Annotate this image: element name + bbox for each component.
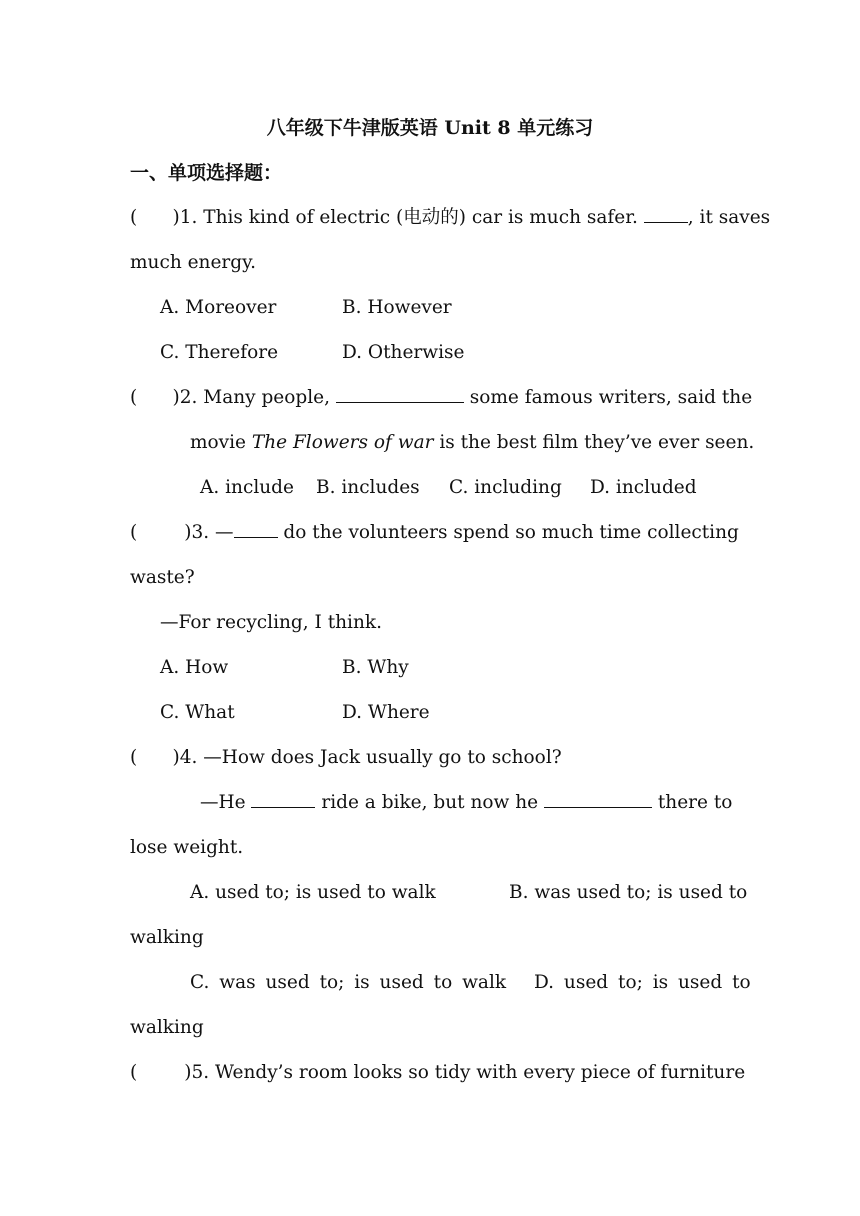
- question-1-option-b: B. However: [342, 297, 452, 318]
- answer-blank: [251, 791, 315, 808]
- question-5-line-1: ( )5. Wendy’s room looks so tidy with every piece of furniture: [130, 1062, 746, 1083]
- question-2-option-c: C. including: [449, 477, 562, 498]
- question-1-option-d: D. Otherwise: [342, 342, 465, 363]
- movie-title: The Flowers of war: [251, 432, 434, 453]
- answer-parenthesis: ( ): [130, 207, 180, 228]
- question-2-line-2: movie The Flowers of war is the best film they’ve ever seen.: [190, 432, 755, 453]
- answer-parenthesis: ( ): [130, 1062, 192, 1083]
- section-heading: 一、单项选择题：: [130, 162, 283, 184]
- question-4-option-a: A. used to; is used to walk: [190, 882, 436, 903]
- answer-blank: [644, 206, 688, 223]
- answer-blank: [544, 791, 652, 808]
- question-1-option-c: C. Therefore: [160, 342, 279, 363]
- question-2-option-b: B. includes: [316, 477, 420, 498]
- question-1-line-2: much energy.: [130, 252, 256, 273]
- question-1-line-1: ( )1. This kind of electric (电动的) car is much safer. , it saves: [130, 207, 771, 228]
- question-2-option-d: D. included: [590, 477, 697, 498]
- question-3-option-a: A. How: [160, 657, 229, 678]
- answer-blank: [234, 521, 278, 538]
- answer-parenthesis: ( ): [130, 522, 192, 543]
- page-title: 八年级下牛津版英语 Unit 8 单元练习: [266, 117, 594, 139]
- question-3-answer: —For recycling, I think.: [160, 612, 382, 633]
- question-4-line-1: ( )4. —How does Jack usually go to school?: [130, 747, 562, 768]
- question-4-line-3: lose weight.: [130, 837, 244, 858]
- question-4-option-d-cont: walking: [130, 1017, 204, 1038]
- question-2-line-1: ( )2. Many people, some famous writers, said the: [130, 387, 753, 408]
- question-2-option-a: A. include: [200, 477, 294, 498]
- question-1-option-a: A. Moreover: [160, 297, 277, 318]
- question-4-option-b: B. was used to; is used to: [509, 882, 748, 903]
- question-3-line-2: waste?: [130, 567, 195, 588]
- answer-parenthesis: ( ): [130, 387, 180, 408]
- question-3-option-d: D. Where: [342, 702, 430, 723]
- answer-parenthesis: ( ): [130, 747, 180, 768]
- question-4-option-b-cont: walking: [130, 927, 204, 948]
- question-3-line-1: ( )3. — do the volunteers spend so much time collecting: [130, 522, 739, 543]
- question-4-line-2: —He ride a bike, but now he there to: [200, 792, 733, 813]
- answer-blank: [336, 386, 464, 403]
- question-3-option-b: B. Why: [342, 657, 409, 678]
- question-4-option-d: D. used to; is used to: [534, 972, 751, 993]
- question-4-option-c: C. was used to; is used to walk: [190, 972, 507, 993]
- question-3-option-c: C. What: [160, 702, 235, 723]
